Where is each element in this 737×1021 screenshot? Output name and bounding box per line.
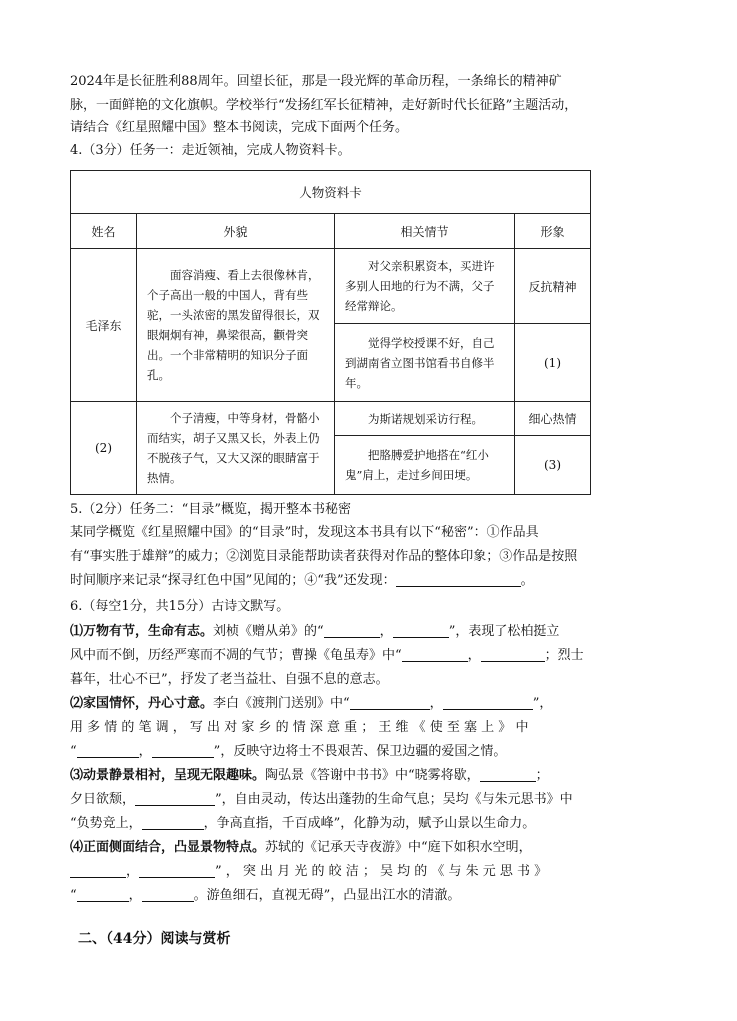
q6-blank-8[interactable] <box>152 743 214 758</box>
q6-p1-text-a: 刘桢《赠从弟》的“ <box>213 624 324 639</box>
q6-p2-heading: ⑵家国情怀，丹心寸意。 <box>70 696 214 711</box>
q6-blank-3[interactable] <box>402 647 468 662</box>
question-4-title: 4.（3分）任务一：走近领袖，完成人物资料卡。 <box>70 143 351 158</box>
q6-p1-heading: ⑴万物有节，生命有志。 <box>70 624 214 639</box>
row1-plot-1: 对父亲积累资本，买进许多别人田地的行为不满，父子经常辩论。 <box>335 249 515 324</box>
blank-1: (1) <box>515 324 591 402</box>
q6-p2-text-d: “ <box>70 744 77 759</box>
q6-blank-5[interactable] <box>350 695 430 710</box>
q6-p3-text-e: “负势竞上， <box>70 816 142 831</box>
q6-p1-text-e: ， <box>467 648 481 663</box>
q6-p4-line-1 <box>70 838 675 858</box>
q6-p4-text-b: ， <box>126 864 140 879</box>
q6-p2-line-3 <box>70 742 675 762</box>
section-2-heading: 二、（44分）阅读与赏析 <box>78 931 231 947</box>
q6-p2-text-f: ”，反映守边将士不畏艰苦、保卫边疆的爱国之情。 <box>213 744 507 759</box>
card-title: 人物资料卡 <box>71 171 591 214</box>
row2-plot-2: 把胳膊爱护地搭在“红小鬼”肩上，走过乡间田埂。 <box>335 436 515 495</box>
q6-p4-text-d: “ <box>70 888 77 903</box>
q6-p3-text-a: 陶弘景《答谢中书书》中“晓雾将歇， <box>265 768 480 783</box>
q6-blank-7[interactable] <box>77 743 139 758</box>
q6-p1-line-1 <box>70 622 675 642</box>
q6-blank-6[interactable] <box>443 695 533 710</box>
q6-p2-text-b: ， <box>429 696 443 711</box>
blank-3: (3) <box>515 436 591 495</box>
row2-image-1: 细心热情 <box>515 402 591 436</box>
q6-p1-text-c: ”，表现了松柏挺立 <box>448 624 560 639</box>
q6-blank-13[interactable] <box>139 863 215 878</box>
q6-p1-text-f: ；烈士 <box>544 648 584 663</box>
question-5-line-3 <box>70 571 675 591</box>
q5-answer-blank[interactable] <box>396 572 521 587</box>
q6-p4-text-a: 苏轼的《记承天寺夜游》中“庭下如积水空明， <box>265 840 532 855</box>
character-profile-card <box>70 170 591 495</box>
row1-image-1: 反抗精神 <box>515 249 591 324</box>
q6-p3-text-b: ； <box>535 768 549 783</box>
question-5-line-2: 有“事实胜于雄辩”的威力；②浏览目录能帮助读者获得对作品的整体印象；③作品是按照 <box>70 549 578 564</box>
q6-blank-10[interactable] <box>135 791 215 806</box>
intro-line-3: 请结合《红星照耀中国》整本书阅读，完成下面两个任务。 <box>70 120 409 135</box>
blank-2: (2) <box>71 402 137 495</box>
row1-name: 毛泽东 <box>71 249 137 402</box>
q6-blank-14[interactable] <box>77 887 129 902</box>
q6-blank-15[interactable] <box>142 887 194 902</box>
intro-line-2: 脉，一面鲜艳的文化旗帜。学校举行“发扬红军长征精神，走好新时代长征路”主题活动， <box>70 98 578 113</box>
question-6-title: 6.（每空1分，共15分）古诗文默写。 <box>70 599 290 614</box>
q6-p2-line-1 <box>70 694 675 714</box>
row1-appearance: 面容消瘦、看上去很像林肯，个子高出一般的中国人，背有些驼，一头浓密的黑发留得很长，双眼炯炯有神，鼻梁很高，颧骨突出。一个非常精明的知识分子面孔。 <box>137 249 335 402</box>
q6-blank-2[interactable] <box>393 623 449 638</box>
q6-p1-text-d: 风中而不倒，历经严寒而不凋的气节；曹操《龟虽寿》中“ <box>70 648 402 663</box>
q6-blank-11[interactable] <box>142 815 204 830</box>
row1-plot-2: 觉得学校授课不好，自己到湖南省立图书馆看书自修半年。 <box>335 324 515 402</box>
q6-p3-line-2 <box>70 790 675 810</box>
q6-p2-text-e: ， <box>138 744 152 759</box>
q6-p4-line-3 <box>70 886 675 906</box>
row2-plot-1: 为斯诺规划采访行程。 <box>335 402 515 436</box>
q6-p4-text-c: ” ， 突 出 月 光 的 皎 洁 ； 吴 均 的 《 与 朱 元 思 书 》 <box>215 864 548 879</box>
q6-p1-text-b: ， <box>379 624 393 639</box>
q6-blank-12[interactable] <box>70 863 126 878</box>
q6-blank-1[interactable] <box>324 623 380 638</box>
q6-p1-line-3: 暮年，壮心不已”，抒发了老当益壮、自强不息的意志。 <box>70 672 389 687</box>
question-5-title: 5.（2分）任务二：“目录”概览，揭开整本书秘密 <box>70 502 351 517</box>
q6-p3-line-1 <box>70 766 675 786</box>
header-appearance: 外貌 <box>137 214 335 249</box>
q6-blank-4[interactable] <box>481 647 545 662</box>
header-name: 姓名 <box>71 214 137 249</box>
q6-p2-line-2: 用 多 情 的 笔 调 ， 写 出 对 家 乡 的 情 深 意 重 ； 王 维 《 使 至 塞 上 》 中 <box>70 720 529 735</box>
question-5-text: 时间顺序来记录“探寻红色中国”见闻的；④“我”还发现： <box>70 573 396 588</box>
intro-line-1: 2024年是长征胜利88周年。回望长征，那是一段光辉的革命历程，一条绵长的精神矿 <box>70 74 562 89</box>
q6-blank-9[interactable] <box>480 767 536 782</box>
header-image: 形象 <box>515 214 591 249</box>
q6-p4-text-f: 。游鱼细石，直视无碍”，凸显出江水的清澈。 <box>193 888 461 903</box>
q6-p2-text-c: ”， <box>532 696 553 711</box>
q6-p3-text-d: ”，自由灵动，传达出蓬勃的生命气息；吴均《与朱元思书》中 <box>215 792 573 807</box>
header-plot: 相关情节 <box>335 214 515 249</box>
q6-p4-text-e: ， <box>128 888 142 903</box>
q6-p4-line-2 <box>70 862 675 882</box>
question-5-line-1: 某同学概览《红星照耀中国》的“目录”时，发现这本书具有以下“秘密”：①作品具 <box>70 525 539 540</box>
q6-p3-line-3 <box>70 814 675 834</box>
q5-period: 。 <box>520 573 534 588</box>
q6-p1-line-2 <box>70 646 675 666</box>
q6-p2-text-a: 李白《渡荆门送别》中“ <box>213 696 350 711</box>
q6-p4-heading: ⑷正面侧面结合，凸显景物特点。 <box>70 840 266 855</box>
q6-p3-heading: ⑶动景静景相衬，呈现无限趣味。 <box>70 768 266 783</box>
row2-appearance: 个子清瘦，中等身材，骨骼小而结实，胡子又黑又长，外表上仍不脱孩子气，又大又深的眼睛富于热情。 <box>137 402 335 495</box>
q6-p3-text-c: 夕日欲颓， <box>70 792 136 807</box>
q6-p3-text-f: ，争高直指，千百成峰”，化静为动，赋予山景以生命力。 <box>203 816 536 831</box>
